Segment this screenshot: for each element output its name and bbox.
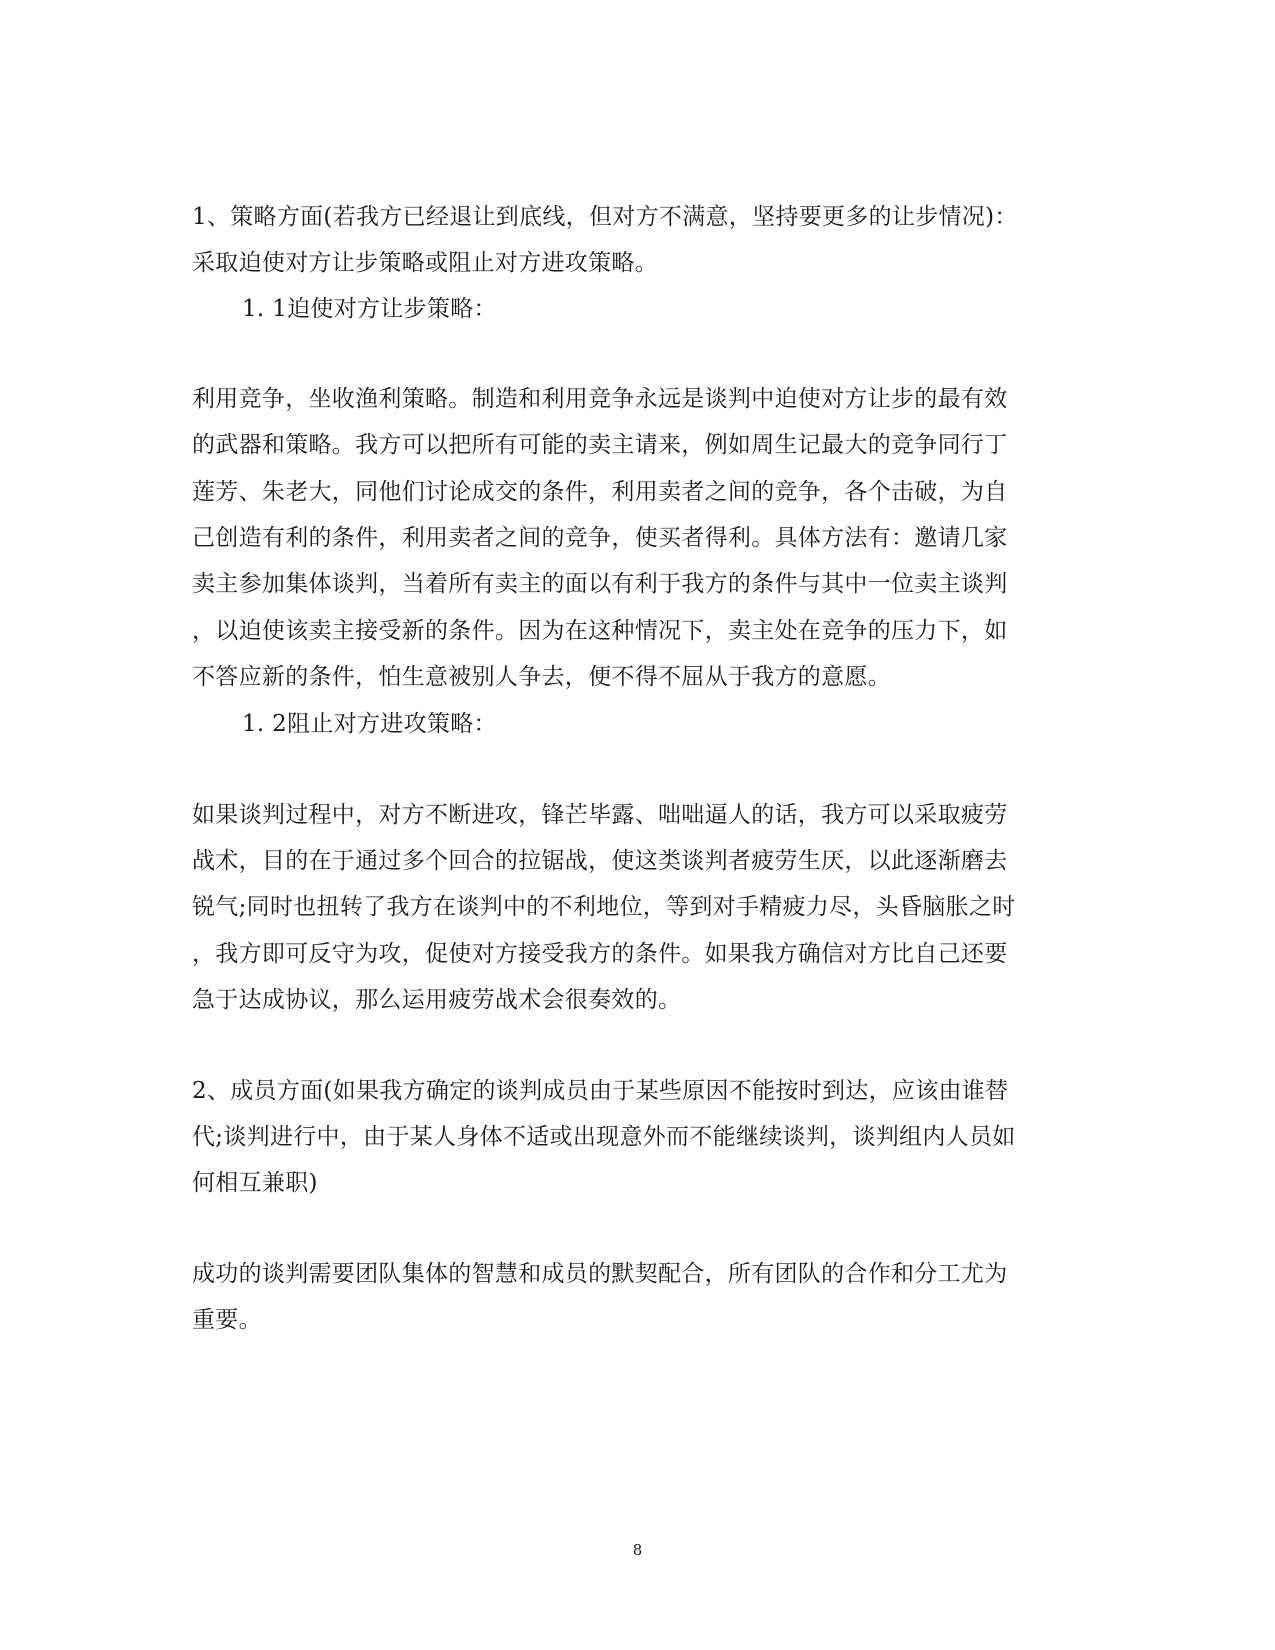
paragraph-1-line-6: ，以迫使该卖主接受新的条件。因为在这种情况下，卖主处在竞争的压力下，如 bbox=[192, 618, 1008, 644]
paragraph-2-line-5: 急于达成协议，那么运用疲劳战术会很奏效的。 bbox=[192, 987, 682, 1013]
paragraph-2-line-3: 锐气;同时也扭转了我方在谈判中的不利地位，等到对手精疲力尽，头昏脑胀之时 bbox=[192, 894, 1016, 920]
paragraph-1-line-1: 利用竞争，坐收渔利策略。制造和利用竞争永远是谈判中迫使对方让步的最有效 bbox=[192, 386, 1008, 412]
paragraph-3-line-1: 成功的谈判需要团队集体的智慧和成员的默契配合，所有团队的合作和分工尤为 bbox=[192, 1261, 1008, 1287]
subsection-1-1-heading: 1. 1迫使对方让步策略： bbox=[242, 296, 497, 322]
paragraph-2-line-2: 战术，目的在于通过多个回合的拉锯战，使这类谈判者疲劳生厌，以此逐渐磨去 bbox=[192, 848, 1008, 874]
section-2-heading-line-3: 何相互兼职) bbox=[192, 1170, 318, 1196]
paragraph-1-line-7: 不答应新的条件，怕生意被别人争去，便不得不屈从于我方的意愿。 bbox=[192, 664, 891, 690]
subsection-1-2-heading: 1. 2阻止对方进攻策略： bbox=[242, 711, 497, 737]
paragraph-1-line-3: 莲芳、朱老大，同他们讨论成交的条件，利用卖者之间的竞争，各个击破，为自 bbox=[192, 479, 1008, 505]
paragraph-3-line-2: 重要。 bbox=[192, 1307, 262, 1333]
section-2-heading-line-1: 2、成员方面(如果我方确定的谈判成员由于某些原因不能按时到达，应该由谁替 bbox=[192, 1078, 1009, 1104]
section-1-heading-line-2: 采取迫使对方让步策略或阻止对方进攻策略。 bbox=[192, 250, 658, 276]
paragraph-2-line-1: 如果谈判过程中，对方不断进攻，锋芒毕露、咄咄逼人的话，我方可以采取疲劳 bbox=[192, 802, 1008, 828]
paragraph-2-line-4: ，我方即可反守为攻，促使对方接受我方的条件。如果我方确信对方比自己还要 bbox=[192, 941, 1008, 967]
section-2-heading-line-2: 代;谈判进行中，由于某人身体不适或出现意外而不能继续谈判，谈判组内人员如 bbox=[192, 1124, 1016, 1150]
paragraph-1-line-5: 卖主参加集体谈判，当着所有卖主的面以有利于我方的条件与其中一位卖主谈判 bbox=[192, 571, 1008, 597]
section-1-heading-line-1: 1、策略方面(若我方已经退让到底线，但对方不满意，坚持要更多的让步情况)： bbox=[192, 204, 1018, 230]
paragraph-1-line-2: 的武器和策略。我方可以把所有可能的卖主请来，例如周生记最大的竞争同行丁 bbox=[192, 432, 1008, 458]
page-number: 8 bbox=[632, 1541, 643, 1559]
paragraph-1-line-4: 己创造有利的条件，利用卖者之间的竞争，使买者得利。具体方法有：邀请几家 bbox=[192, 525, 1008, 551]
